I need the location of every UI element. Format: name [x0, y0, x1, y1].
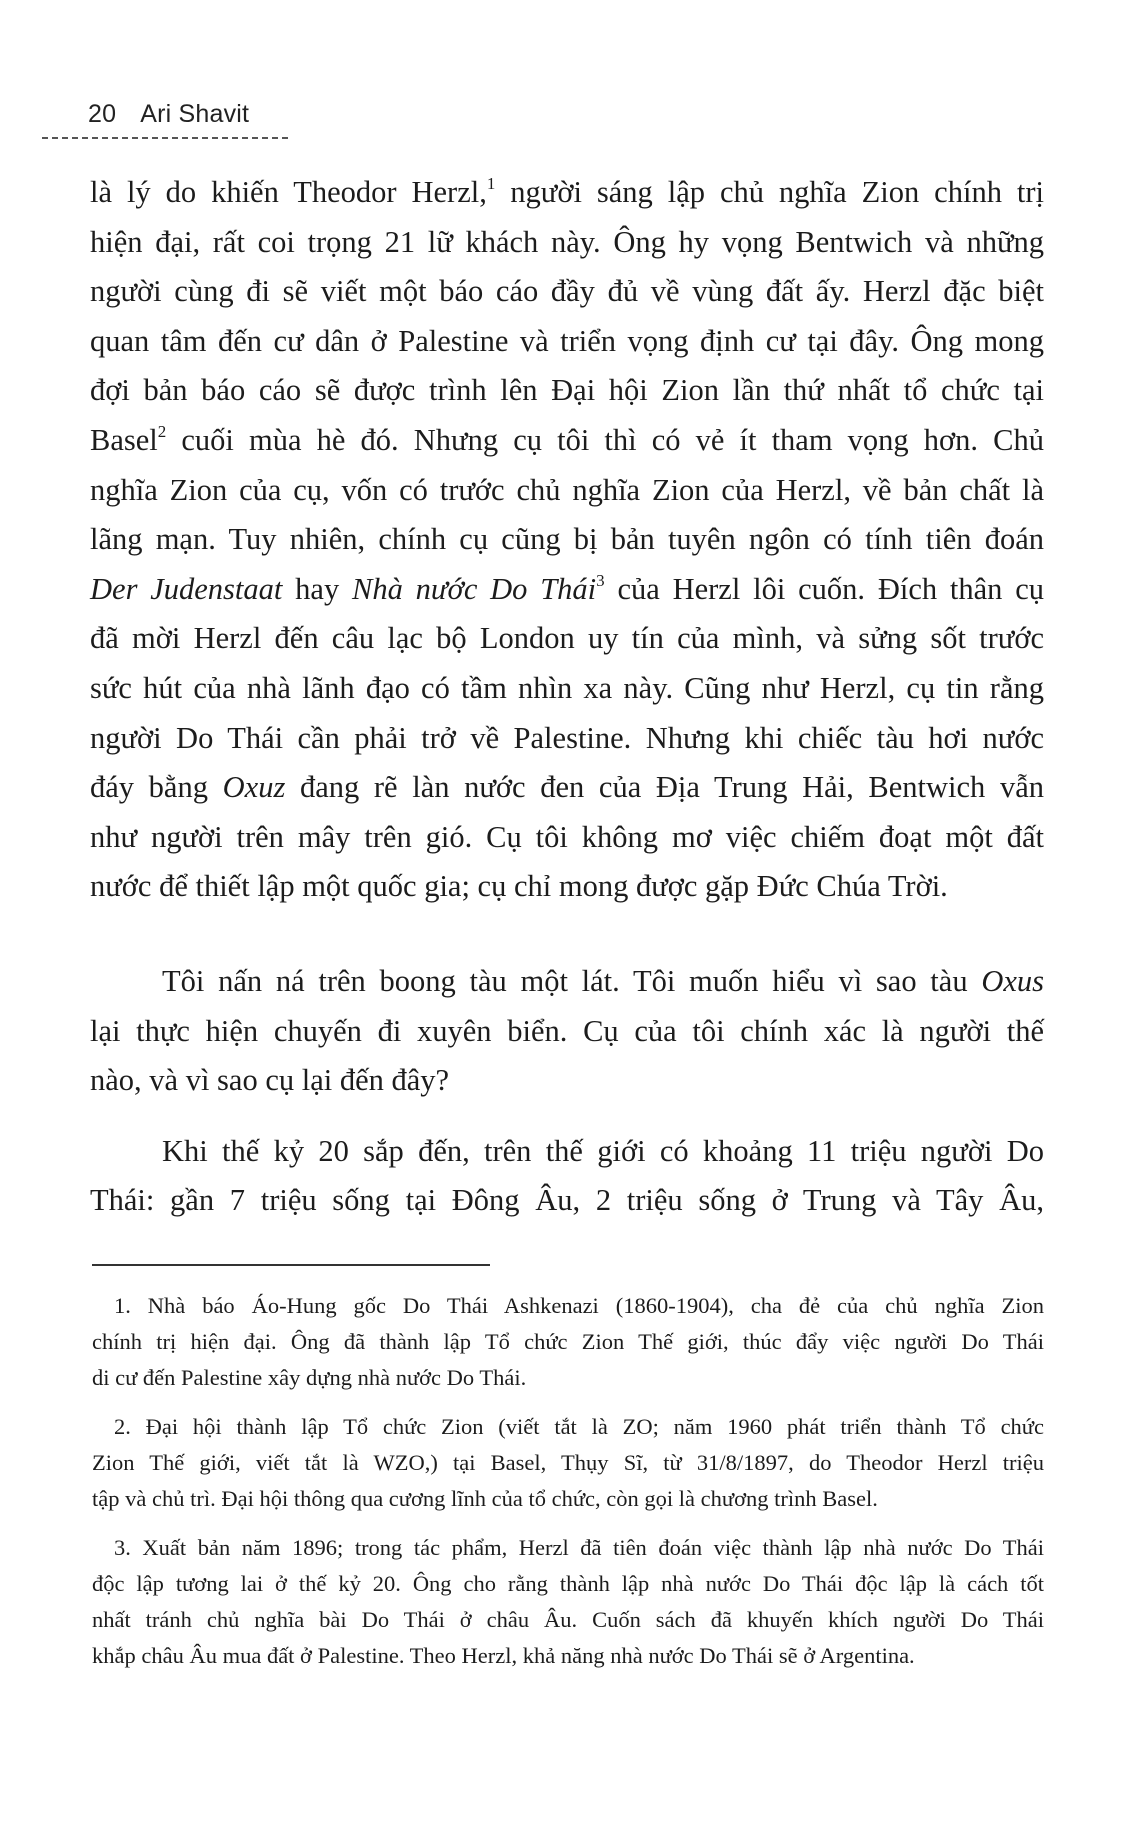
text-run: của Herzl lôi cuốn. Đích thân cụ [604, 571, 1044, 606]
footnote-line: nhất tránh chủ nghĩa bài Do Thái ở châu Âu. Cuốn sách đã khuyến khích người Do Thái [92, 1607, 1044, 1632]
footnote-line: 1. Nhà báo Áo-Hung gốc Do Thái Ashkenazi (1860-1904), cha đẻ của chủ nghĩa Zion [114, 1293, 1044, 1318]
text-line [90, 168, 1044, 218]
footnote-ref-1: 1 [486, 174, 496, 193]
text-line: lãng mạn. Tuy nhiên, chính cụ cũng bị bản tuyên ngôn có tính tiên đoán [90, 522, 1044, 557]
text-line: quan tâm đến cư dân ở Palestine và triển vọng định cư tại đây. Ông mong [90, 323, 1044, 358]
author-name: Ari Shavit [140, 100, 250, 128]
paragraph-1 [90, 168, 1044, 912]
text-run: hay [282, 571, 353, 606]
page-number: 20 [88, 100, 117, 128]
text-line [90, 565, 1044, 615]
running-head [88, 100, 249, 129]
text-line: người cùng đi sẽ viết một báo cáo đầy đủ về vùng đất ấy. Herzl đặc biệt [90, 274, 1044, 309]
body-text [90, 168, 1044, 1226]
text-line: lại thực hiện chuyến đi xuyên biển. Cụ của tôi chính xác là người thế [90, 1013, 1044, 1048]
book-title-german: Der Judenstaat [90, 571, 283, 606]
footnote-ref-3: 3 [596, 570, 605, 590]
text-run: đang rẽ làn nước đen của Địa Trung Hải, Bentwich vẫn [285, 770, 1044, 805]
footnote-ref-2: 2 [157, 421, 167, 441]
header-dashed-rule [42, 137, 288, 139]
text-line: đã mời Herzl đến câu lạc bộ London uy tín của mình, và sửng sốt trước [90, 621, 1044, 656]
footnote-line: Zion Thế giới, viết tắt là WZO,) tại Basel, Thụy Sĩ, từ 31/8/1897, do Theodor Herzl triệu [92, 1450, 1044, 1475]
text-line: nào, và vì sao cụ lại đến đây? [90, 1063, 450, 1098]
text-line: nước để thiết lập một quốc gia; cụ chỉ mong được gặp Đức Chúa Trời. [90, 869, 948, 904]
footnote-1 [92, 1288, 1044, 1396]
text-line: Thái: gần 7 triệu sống tại Đông Âu, 2 triệu sống ở Trung và Tây Âu, [90, 1183, 1044, 1218]
footnote-line: 2. Đại hội thành lập Tổ chức Zion (viết tắt là ZO; năm 1960 phát triển thành Tổ chức [114, 1414, 1044, 1439]
text-line: nghĩa Zion của cụ, vốn có trước chủ nghĩa Zion của Herzl, về bản chất là [90, 472, 1044, 507]
footnote-line: chính trị hiện đại. Ông đã thành lập Tổ chức Zion Thế giới, thúc đẩy việc người Do Thái [92, 1329, 1044, 1354]
text-run: Basel [90, 422, 158, 457]
book-title-vietnamese: Nhà nước Do Thái [352, 571, 597, 606]
text-run: đáy bằng [90, 770, 223, 805]
text-line: sức hút của nhà lãnh đạo có tầm nhìn xa này. Cũng như Herzl, cụ tin rằng [90, 670, 1044, 705]
text-line [90, 416, 1044, 466]
footnote-separator [92, 1264, 490, 1266]
text-run: là lý do khiến Theodor Herzl, [90, 175, 487, 209]
footnote-line: di cư đến Palestine xây dựng nhà nước Do Thái. [92, 1365, 527, 1390]
text-run: cuối mùa hè đó. Nhưng cụ tôi thì có vẻ ít tham vọng hơn. Chủ [166, 422, 1044, 457]
footnote-line: tập và chủ trì. Đại hội thông qua cương lĩnh của tổ chức, còn gọi là chương trình Basel. [92, 1486, 878, 1511]
footnote-line: khắp châu Âu mua đất ở Palestine. Theo Herzl, khả năng nhà nước Do Thái sẽ ở Argentina. [92, 1643, 915, 1668]
ship-name: Oxuz [222, 770, 286, 805]
text-line: như người trên mây trên gió. Cụ tôi không mơ việc chiếm đoạt một đất [90, 819, 1044, 854]
paragraph-2 [90, 957, 1044, 1106]
footnotes [92, 1288, 1044, 1687]
footnote-2 [92, 1409, 1044, 1517]
footnote-line: độc lập tương lai ở thế kỷ 20. Ông cho rằng thành lập nhà nước Do Thái độc lập là cách tốt [92, 1571, 1044, 1596]
text-run: người sáng lập chủ nghĩa Zion chính trị [495, 175, 1044, 209]
text-line: hiện đại, rất coi trọng 21 lữ khách này. Ông hy vọng Bentwich và những [90, 224, 1044, 259]
text-line: người Do Thái cần phải trở về Palestine. Nhưng khi chiếc tàu hơi nước [90, 720, 1044, 755]
text-run: Tôi nấn ná trên boong tàu một lát. Tôi muốn hiểu vì sao tàu [162, 963, 982, 998]
footnote-3 [92, 1530, 1044, 1674]
text-line [90, 957, 1044, 1007]
paragraph-3 [90, 1127, 1044, 1226]
text-line: Khi thế kỷ 20 sắp đến, trên thế giới có khoảng 11 triệu người Do [162, 1133, 1044, 1168]
text-line [90, 763, 1044, 813]
text-line: đợi bản báo cáo sẽ được trình lên Đại hội Zion lần thứ nhất tổ chức tại [90, 373, 1044, 408]
ship-name: Oxus [981, 963, 1044, 998]
footnote-line: 3. Xuất bản năm 1896; trong tác phẩm, Herzl đã tiên đoán việc thành lập nhà nước Do Thái [114, 1535, 1044, 1560]
